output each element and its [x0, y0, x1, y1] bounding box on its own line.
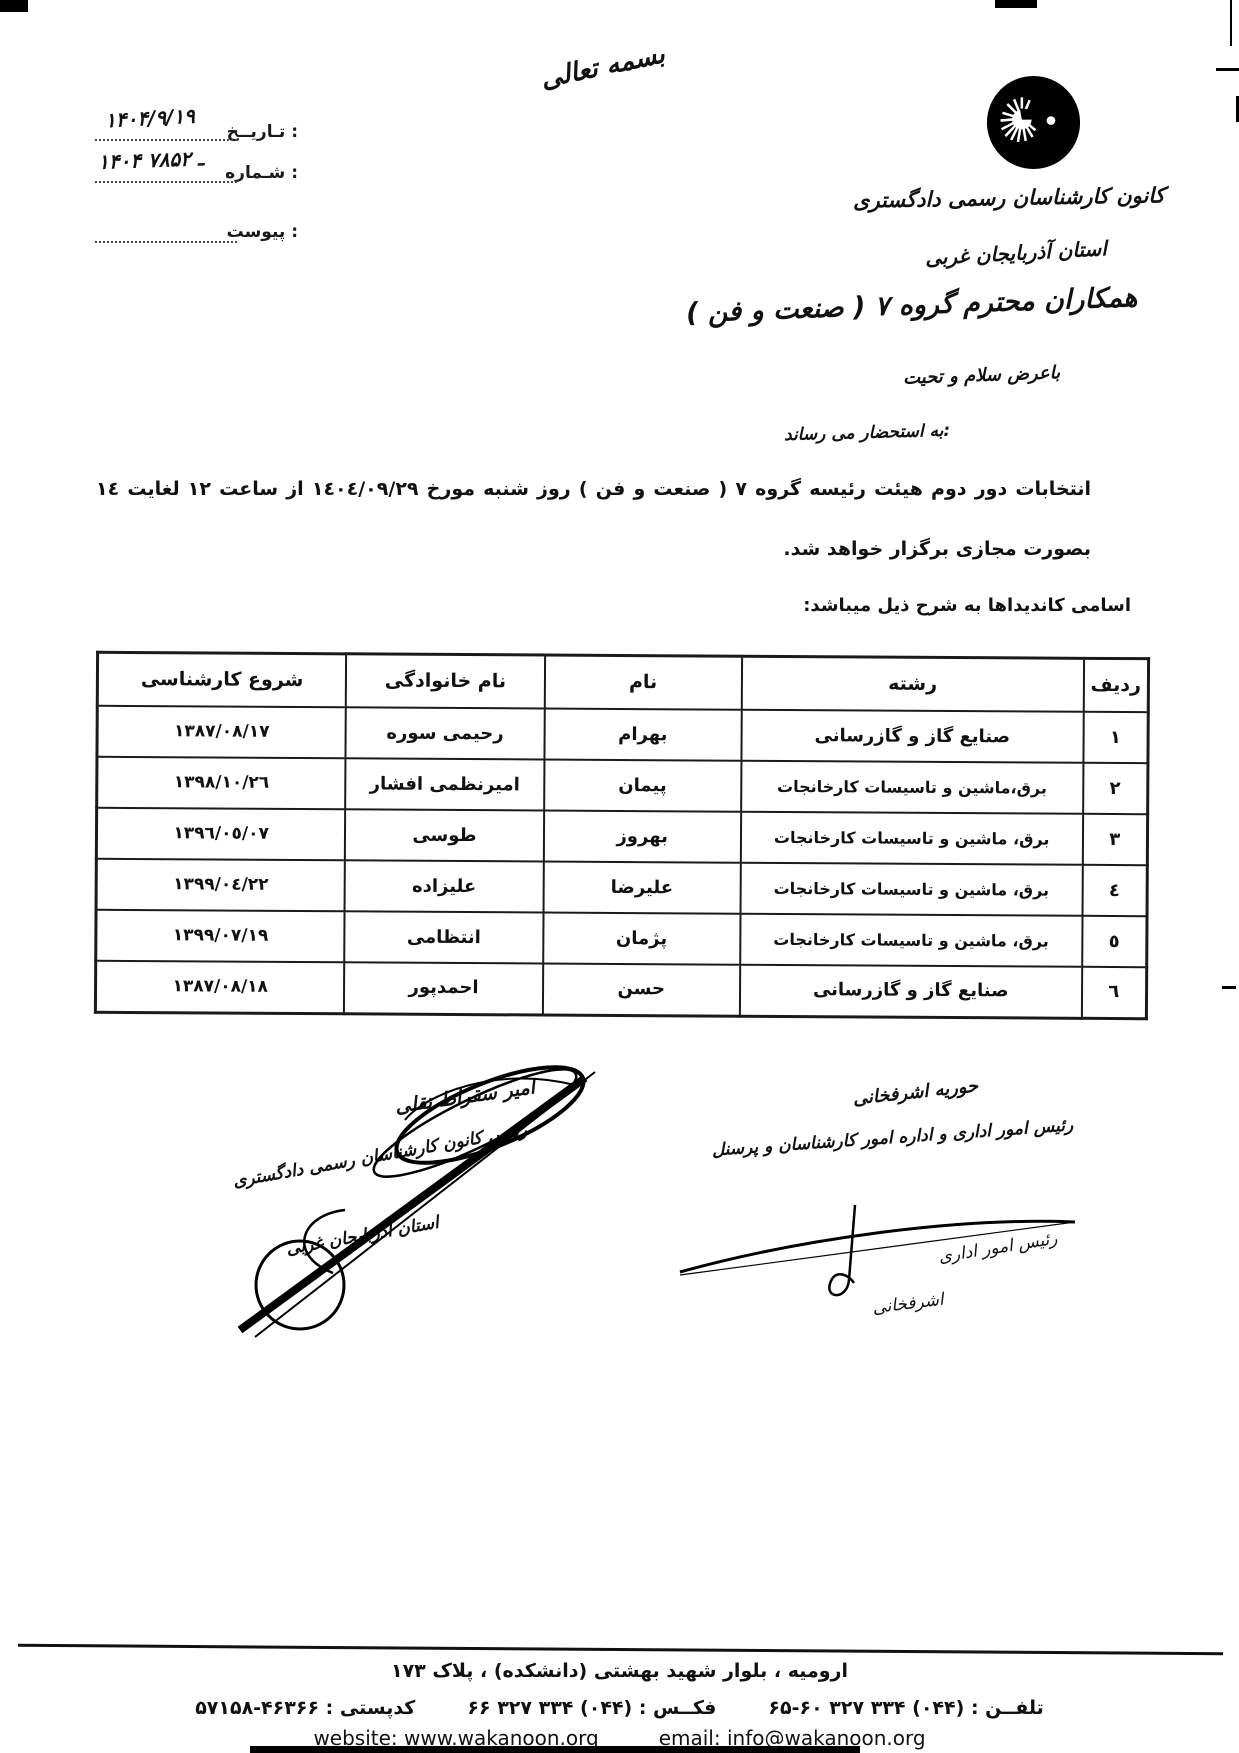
- cell-name: حسن: [542, 964, 740, 1016]
- cell-radif: ٢: [1083, 763, 1148, 814]
- cell-reshteh: صنایع گاز و گازرسانی: [740, 965, 1082, 1018]
- cell-family: احمدپور: [344, 962, 543, 1014]
- cell-name: بهرام: [544, 709, 742, 761]
- right-signatory-title: رئیس امور اداری و اداره امور کارشناسان و پرسنل: [711, 1115, 1074, 1161]
- cell-start: ١٣٩٩/٠٤/٢٢: [96, 859, 345, 912]
- footer-web-line: [0, 1726, 1239, 1750]
- header-reshteh: رشته: [742, 656, 1084, 712]
- cell-reshteh: برق،ماشین و تاسیسات کارخانجات: [741, 761, 1083, 814]
- scan-artifact-top-edge: [995, 0, 1037, 8]
- table-row: [97, 757, 1148, 814]
- date-label: تـاريــخ :: [226, 122, 298, 142]
- salutation-line: باعرض سلام و تحیت: [902, 362, 1061, 389]
- attachment-label: پیوست :: [226, 222, 298, 242]
- cell-family: امیرنظمی افشار: [345, 758, 544, 810]
- right-stamp-name: اشرفخانی: [871, 1289, 945, 1319]
- footer-postal: [195, 1697, 415, 1720]
- cell-radif: ٤: [1082, 865, 1147, 916]
- cell-start: ١٣٩٦/٠٥/٠٧: [96, 808, 345, 861]
- email-value: info@wakanoon.org: [726, 1726, 926, 1750]
- right-signatory-name: حوریه اشرفخانی: [851, 1075, 980, 1110]
- cell-start: ١٣٨٧/٠٨/١٧: [97, 706, 346, 759]
- cell-reshteh: برق، ماشین و تاسیسات کارخانجات: [741, 812, 1083, 865]
- cell-name: علیرضا: [543, 862, 741, 914]
- number-value-handwritten: ۱۴۰۴ ـ ۷۸۵۲: [97, 146, 205, 174]
- cell-family: طوسی: [345, 809, 544, 861]
- org-name-line1: کانون کارشناسان رسمی دادگستری: [853, 183, 1166, 213]
- cell-radif: ٣: [1082, 814, 1147, 865]
- addressee-line: همکاران محترم گروه ۷ ( صنعت و فن ): [685, 282, 1138, 329]
- cell-family: علیزاده: [345, 860, 544, 912]
- footer-email: [659, 1726, 926, 1750]
- cell-name: پژمان: [543, 913, 741, 965]
- header-family: نام خانوادگی: [346, 654, 545, 709]
- footer-rule: [18, 1644, 1223, 1655]
- organization-logo: [985, 74, 1082, 171]
- opening-line: به استحضار می رساند:: [783, 420, 951, 446]
- candidate-list-intro: اسامی کاندیداها به شرح ذیل میباشد:: [803, 595, 1131, 616]
- cell-reshteh: برق، ماشین و تاسیسات کارخانجات: [740, 863, 1082, 916]
- body-paragraph-line1: انتخابات دور دوم هیئت رئیسه گروه ۷ ( صنعت و فن ) روز شنبه مورخ ١٤٠٤/٠٩/٢٩ از ساعت ١٢ لغایت ١٤: [96, 478, 1091, 500]
- candidates-table: [94, 651, 1150, 1020]
- cell-family: رحیمی سوره: [346, 707, 545, 759]
- postal-value: ۵۷۱۵۸-۴۶۳۶۶: [195, 1697, 320, 1719]
- scan-artifact-right-tick: [1216, 68, 1239, 71]
- cell-radif: ٦: [1081, 967, 1146, 1018]
- right-stamp-title: رئیس امور اداری: [937, 1228, 1059, 1268]
- table-row: [95, 961, 1146, 1018]
- table-row: [96, 910, 1147, 967]
- website-label: website:: [313, 1726, 398, 1750]
- cell-name: بهروز: [543, 811, 741, 863]
- left-signatory-title2: استان آذربایجان غربی: [284, 1212, 441, 1260]
- scan-artifact-right-dash: [1222, 986, 1236, 989]
- footer-fax: فکــس : (۰۴۴) ۳۳۴ ۳۲۷ ۶۶: [467, 1697, 717, 1719]
- number-label: شـماره :: [225, 163, 298, 183]
- postal-label: کدپستی :: [325, 1697, 416, 1719]
- table-row: [97, 706, 1148, 763]
- email-label: email:: [658, 1726, 721, 1750]
- cell-reshteh: صنایع گاز و گازرسانی: [741, 710, 1083, 763]
- left-signatory-title1: رئیس کانون کارشناسان رسمی دادگستری: [231, 1120, 529, 1192]
- scan-artifact-top-left: [0, 0, 28, 12]
- cell-start: ١٣٨٧/٠٨/١٨: [95, 961, 344, 1014]
- left-signatory-name: امیر سقراط تقلی: [393, 1076, 537, 1118]
- signature-mark-left: [195, 1025, 615, 1345]
- cell-radif: ٥: [1082, 916, 1147, 967]
- footer-address: ارومیه ، بلوار شهید بهشتی (دانشکده) ، پلاک ۱۷۳: [390, 1660, 848, 1682]
- cell-radif: ١: [1083, 712, 1148, 763]
- fax-label: فکــس: [653, 1697, 717, 1719]
- table-header-row: [97, 652, 1148, 712]
- date-line: [95, 138, 237, 141]
- cell-start: ١٣٩٩/٠٧/١٩: [96, 910, 345, 963]
- header-name: نام: [544, 655, 742, 710]
- cell-start: ١٣٩٨/١٠/٢٦: [97, 757, 346, 810]
- footer-contact-line: [0, 1697, 1239, 1720]
- number-line: [95, 180, 237, 183]
- cell-reshteh: برق، ماشین و تاسیسات کارخانجات: [740, 914, 1082, 967]
- table-row: [96, 808, 1147, 865]
- date-value-handwritten: ۱۴۰۴/۹/۱۹: [104, 103, 196, 133]
- table-row: [96, 859, 1147, 916]
- footer-website: [313, 1726, 598, 1750]
- phone-value: (۰۴۴) ۳۳۴ ۳۲۷ ۶۰-۶۵: [768, 1697, 965, 1719]
- body-paragraph-line2: بصورت مجازی برگزار خواهد شد.: [783, 538, 1091, 560]
- header-radif: ردیف: [1083, 658, 1148, 712]
- cell-family: انتظامی: [345, 911, 544, 963]
- org-name-line2: استان آذربایجان غربی: [924, 236, 1108, 270]
- scan-artifact-right-line: [1230, 0, 1232, 46]
- sun-emblem-icon: [985, 74, 1082, 171]
- phone-label: تلفــن :: [970, 1697, 1044, 1719]
- fax-value: (۰۴۴) ۳۳۴ ۳۲۷ ۶۶: [467, 1697, 633, 1719]
- attachment-line: [95, 240, 237, 243]
- website-value: www.wakanoon.org: [404, 1726, 599, 1750]
- footer-phone: [768, 1697, 1043, 1720]
- cell-name: پیمان: [544, 760, 742, 812]
- besmeleh-calligraphy: بسمه تعالی: [538, 39, 668, 95]
- header-start: شروع کارشناسی: [97, 652, 346, 707]
